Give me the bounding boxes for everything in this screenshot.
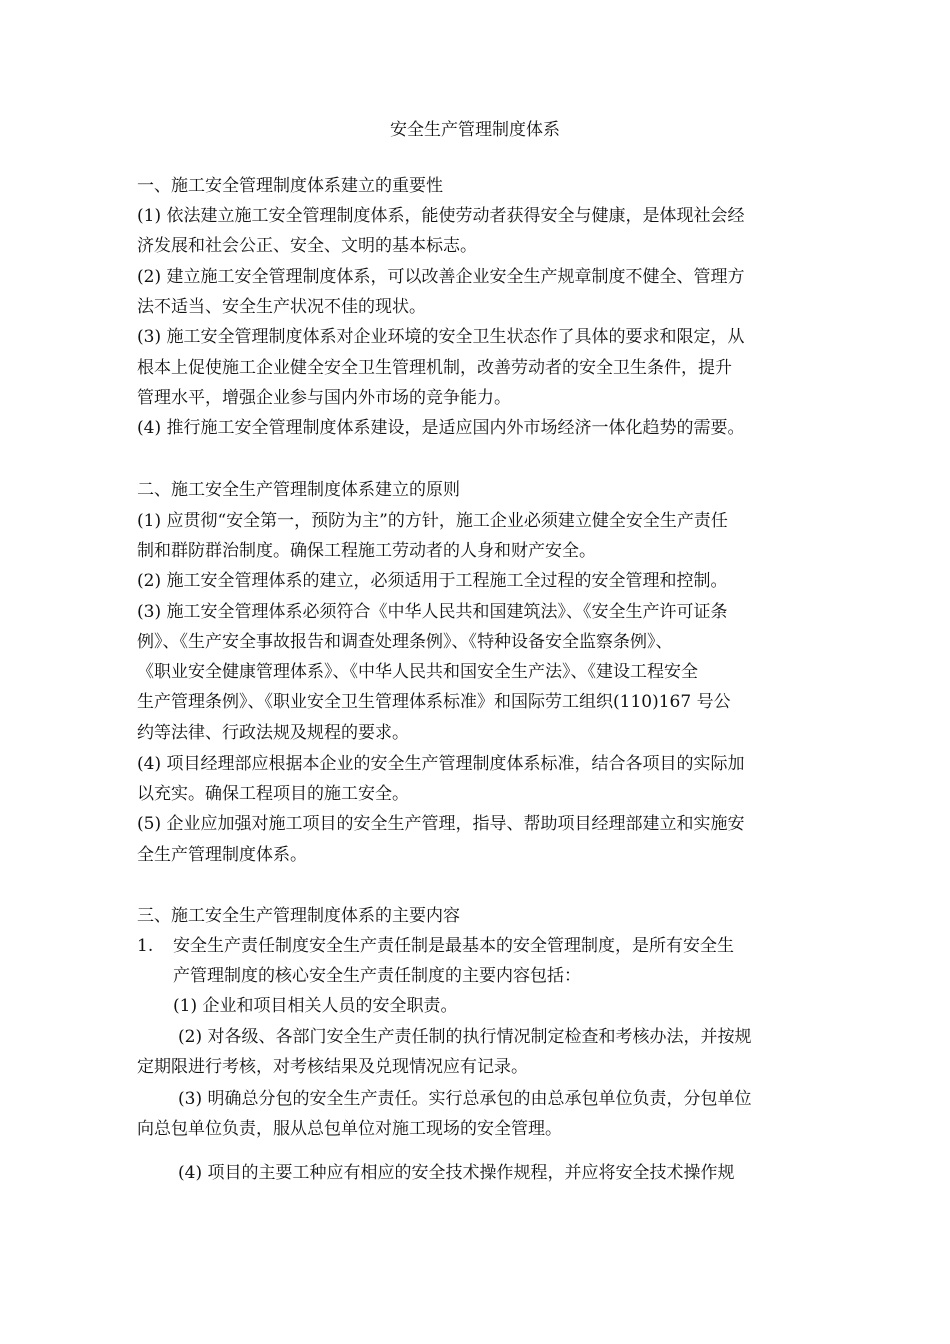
section-3-line: (3) 明确总分包的安全生产责任。实行总承包的由总承包单位负责，分包单位 (178, 1089, 752, 1109)
section-1-line: 法不适当、安全生产状况不佳的现状。 (137, 297, 426, 317)
section-1-line: 管理水平，增强企业参与国内外市场的竞争能力。 (137, 388, 511, 408)
section-2-line: (2) 施工安全管理体系的建立，必须适用于工程施工全过程的安全管理和控制。 (137, 571, 728, 591)
section-2-line: (1) 应贯彻“安全第一，预防为主”的方针，施工企业必须建立健全安全生产责任 (137, 511, 728, 531)
section-3-line: 安全生产责任制度安全生产责任制是最基本的安全管理制度，是所有安全生 (173, 936, 734, 956)
section-1-line: (1) 依法建立施工安全管理制度体系，能使劳动者获得安全与健康，是体现社会经 (137, 206, 745, 226)
section-3-line: (4) 项目的主要工种应有相应的安全技术操作规程，并应将安全技术操作规 (178, 1163, 735, 1183)
section-2-line: (4) 项目经理部应根据本企业的安全生产管理制度体系标准，结合各项目的实际加 (137, 754, 745, 774)
section-3-heading: 三、施工安全生产管理制度体系的主要内容 (137, 906, 460, 926)
section-2-heading: 二、施工安全生产管理制度体系建立的原则 (137, 480, 460, 500)
section-2-line: 以充实。确保工程项目的施工安全。 (137, 784, 409, 804)
section-3-line: 向总包单位负责，服从总包单位对施工现场的安全管理。 (137, 1119, 562, 1139)
section-3-line: (1) 企业和项目相关人员的安全职责。 (173, 996, 458, 1016)
section-3-line: (2) 对各级、各部门安全生产责任制的执行情况制定检查和考核办法，并按规 (178, 1027, 752, 1047)
section-1-heading: 一、施工安全管理制度体系建立的重要性 (137, 176, 443, 196)
section-3-line: 定期限进行考核，对考核结果及兑现情况应有记录。 (137, 1057, 528, 1077)
section-2-line: 全生产管理制度体系。 (137, 845, 307, 865)
section-2-line: 制和群防群治制度。确保工程施工劳动者的人身和财产安全。 (137, 541, 596, 561)
section-1-line: 根本上促使施工企业健全安全卫生管理机制，改善劳动者的安全卫生条件，提升 (137, 358, 732, 378)
section-2-line: (3) 施工安全管理体系必须符合《中华人民共和国建筑法》、《安全生产许可证条 (137, 602, 728, 622)
section-1-line: (2) 建立施工安全管理制度体系，可以改善企业安全生产规章制度不健全、管理方 (137, 267, 745, 287)
section-2-line: 《职业安全健康管理体系》、《中华人民共和国安全生产法》、《建设工程安全 (137, 662, 698, 682)
document-title: 安全生产管理制度体系 (390, 120, 560, 140)
item-number: 1. (137, 936, 154, 956)
section-3-line: 产管理制度的核心安全生产责任制度的主要内容包括： (173, 966, 581, 986)
section-2-line: 生产管理条例》、《职业安全卫生管理体系标准》和国际劳工组织(110)167 号公 (137, 692, 731, 712)
section-2-line: 例》、《生产安全事故报告和调查处理条例》、《特种设备安全监察条例》、 (137, 632, 673, 652)
section-1-line: 济发展和社会公正、安全、文明的基本标志。 (137, 236, 477, 256)
section-2-line: 约等法律、行政法规及规程的要求。 (137, 723, 409, 743)
section-1-line: (4) 推行施工安全管理制度体系建设，是适应国内外市场经济一体化趋势的需要。 (137, 418, 745, 438)
section-2-line: (5) 企业应加强对施工项目的安全生产管理，指导、帮助项目经理部建立和实施安 (137, 814, 745, 834)
section-1-line: (3) 施工安全管理制度体系对企业环境的安全卫生状态作了具体的要求和限定，从 (137, 327, 745, 347)
